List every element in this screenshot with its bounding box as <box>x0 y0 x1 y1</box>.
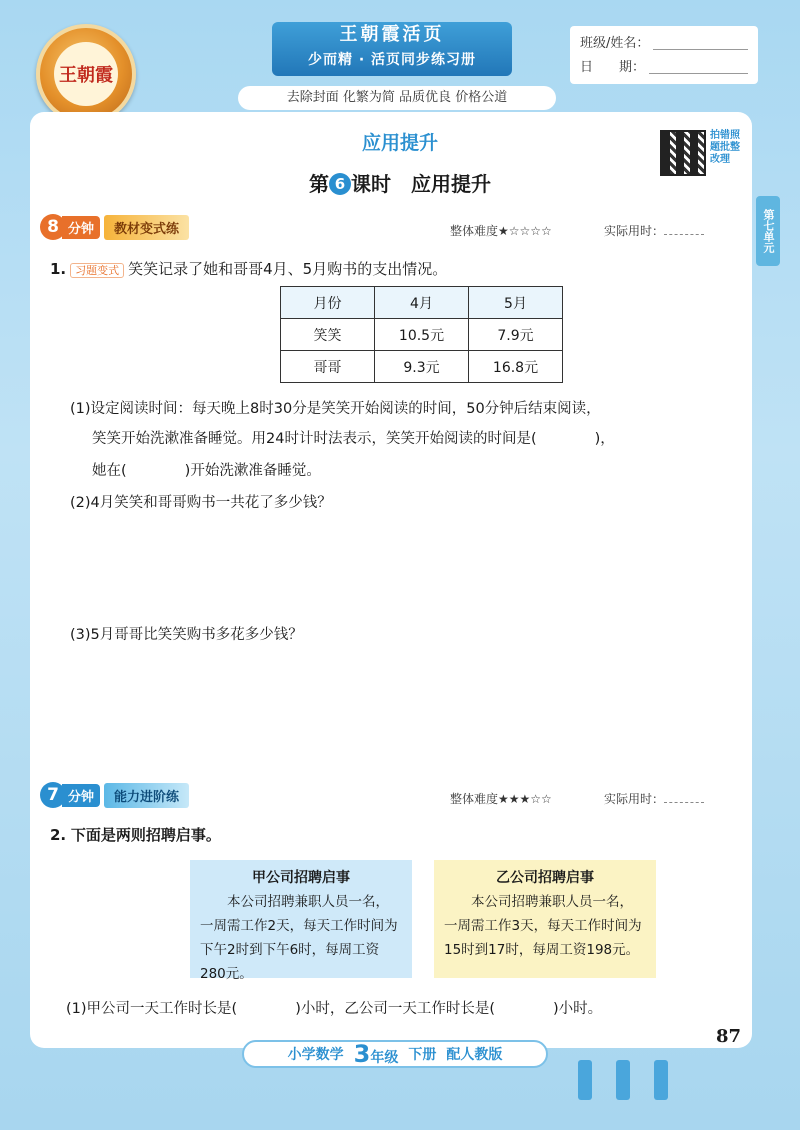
q1-sub2: (2)4月笑笑和哥哥购书一共花了多少钱？ <box>70 495 332 511</box>
table-cell: 10.5元 <box>375 319 469 351</box>
section1-time-label: 实际用时： <box>604 224 665 238</box>
q1-tag: 习题变式 <box>70 263 124 278</box>
lesson-prefix: 第 <box>309 172 329 196</box>
section1-minutes: 8 <box>40 214 66 240</box>
table-header-cell: 5月 <box>469 287 563 319</box>
ad-company-a <box>190 860 412 982</box>
section2-difficulty: 整体难度★★★☆☆ <box>450 792 552 806</box>
section1-time <box>604 222 704 239</box>
q2-sub1: (1)甲公司一天工作时长是( )小时，乙公司一天工作时长是( )小时。 <box>66 1001 603 1017</box>
ad-a-title: 甲公司招聘启事 <box>252 870 350 886</box>
section2-time-label: 实际用时： <box>604 792 665 806</box>
section1-time-field[interactable] <box>664 234 704 235</box>
header-banner <box>272 22 512 76</box>
footer-grade: 年级 <box>370 1050 399 1066</box>
logo-text: 王朝霞 <box>54 42 118 106</box>
class-name-field[interactable] <box>653 32 748 50</box>
class-name-label: 班级/姓名： <box>580 36 650 51</box>
student-info-box <box>570 26 758 84</box>
table-cell: 笑笑 <box>281 319 375 351</box>
date-label: 日 期： <box>580 60 646 75</box>
qr-caption: 拍错照题批整改理 <box>710 130 740 165</box>
brand-subtitle: 少而精 · 活页同步练习册 <box>307 52 477 68</box>
ad-a-body: 本公司招聘兼职人员一名，一周需工作2天，每天工作时间为下午2时到下午6时，每周工资280元。 <box>200 894 398 982</box>
footer-bar <box>242 1040 548 1068</box>
brand-logo <box>36 24 136 124</box>
table-cell: 16.8元 <box>469 351 563 383</box>
table-cell: 7.9元 <box>469 319 563 351</box>
table-cell: 9.3元 <box>375 351 469 383</box>
brand-name: 王朝霞活页 <box>339 24 445 45</box>
footer-edition: 配人教版 <box>446 1047 503 1063</box>
q1-sub1-line3: 她在( )开始洗漱准备睡觉。 <box>92 463 321 479</box>
section2-time <box>604 790 704 807</box>
ad-b-title: 乙公司招聘启事 <box>496 870 594 886</box>
page-number: 87 <box>716 1026 742 1047</box>
q1-sub1-line2: 笑笑开始洗漱准备睡觉。用24时计时法表示，笑笑开始阅读的时间是( )， <box>92 431 615 447</box>
question-2 <box>50 824 221 845</box>
section1-difficulty: 整体难度★☆☆☆☆ <box>450 224 552 238</box>
binding-marks <box>578 1060 668 1100</box>
date-field[interactable] <box>649 56 748 74</box>
unit-side-tab: 第七单元 <box>756 196 780 266</box>
table-row <box>281 319 563 351</box>
slogan-bar: 去除封面 化繁为简 品质优良 价格公道 <box>238 86 556 110</box>
section-header-textbook <box>40 214 189 240</box>
section2-unit: 分钟 <box>62 784 100 807</box>
purchase-table <box>280 286 563 383</box>
qr-code-icon[interactable] <box>660 130 706 176</box>
q1-text: 笑笑记录了她和哥哥4月、5月购书的支出情况。 <box>128 260 448 278</box>
ad-b-body: 本公司招聘兼职人员一名，一周需工作3天，每天工作时间为15时到17时，每周工资198元。 <box>444 894 642 958</box>
section-header-advanced <box>40 782 189 808</box>
footer-volume: 下册 <box>408 1047 437 1063</box>
table-row <box>281 287 563 319</box>
lesson-suffix: 课时 应用提升 <box>351 172 491 196</box>
table-header-cell: 4月 <box>375 287 469 319</box>
q2-number: 2. <box>50 826 67 844</box>
section1-unit: 分钟 <box>62 216 100 239</box>
footer-subject: 小学数学 <box>287 1047 344 1063</box>
table-row <box>281 351 563 383</box>
page-title: 应用提升 <box>361 132 438 154</box>
q1-sub3: (3)5月哥哥比笑笑购书多花多少钱？ <box>70 627 303 643</box>
question-1 <box>50 258 447 279</box>
ad-company-b <box>434 860 656 978</box>
table-cell: 哥哥 <box>281 351 375 383</box>
q1-sub1-line1: (1)设定阅读时间：每天晚上8时30分是笑笑开始阅读的时间，50分钟后结束阅读， <box>70 401 601 417</box>
q1-number: 1. <box>50 260 67 278</box>
lesson-number-badge: 6 <box>329 173 351 195</box>
q2-text: 下面是两则招聘启事。 <box>70 826 221 844</box>
section2-name: 能力进阶练 <box>104 783 189 808</box>
section1-name: 教材变式练 <box>104 215 189 240</box>
section2-minutes: 7 <box>40 782 66 808</box>
section2-time-field[interactable] <box>664 802 704 803</box>
footer-grade-num: 3 <box>353 1040 371 1068</box>
table-header-cell: 月份 <box>281 287 375 319</box>
